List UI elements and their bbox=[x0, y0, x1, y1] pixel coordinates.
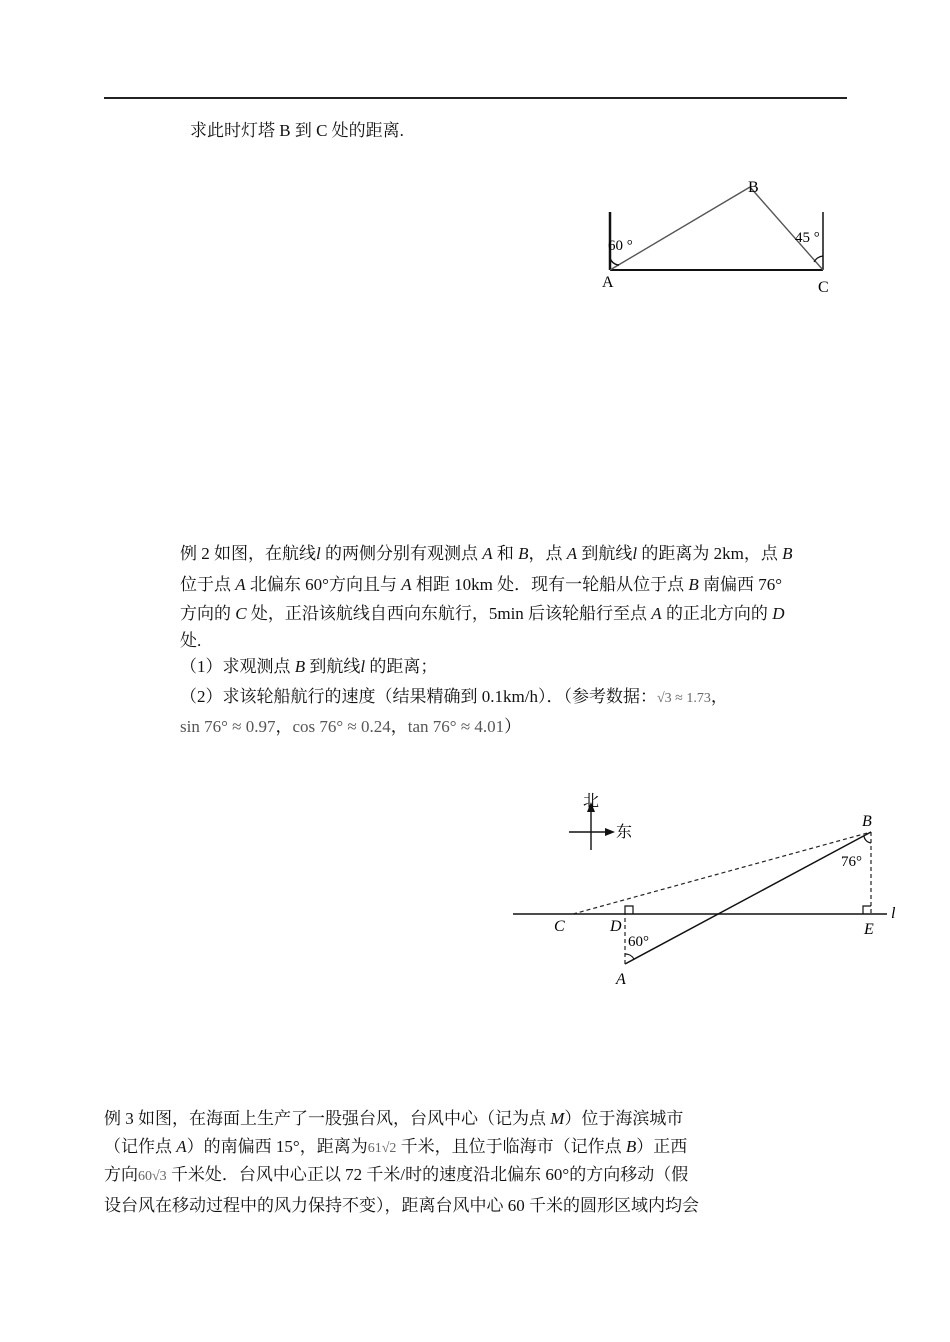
ex2-label-a: A bbox=[616, 971, 626, 988]
ex1-label-c: C bbox=[818, 279, 829, 296]
ex2-label-c: C bbox=[554, 918, 565, 935]
ex1-angle-c-label: 45 ° bbox=[795, 230, 820, 246]
header-rule bbox=[104, 97, 847, 99]
angle-a-arc bbox=[625, 954, 634, 959]
ex2-figure bbox=[505, 788, 910, 993]
ex2-line-3: 方向的 C 处，正沿该航线自西向东航行，5min 后该轮船行至点 A 的正北方向的 D bbox=[180, 604, 785, 623]
ex1-side-ab bbox=[610, 187, 750, 270]
ex3-line-1: 例 3 如图，在海面上生产了一股强台风，台风中心（记为点 M）位于海滨城市 bbox=[104, 1109, 684, 1128]
ex1-figure bbox=[590, 170, 840, 300]
ex2-angle-b: 76° bbox=[841, 854, 862, 870]
ex2-question-2: （2）求该轮船航行的速度（结果精确到 0.1km/h）．（参考数据：√3 ≈ 1.73， bbox=[180, 687, 728, 706]
ex2-angle-a: 60° bbox=[628, 934, 649, 950]
ex1-question: 求此时灯塔 B 到 C 处的距离. bbox=[190, 121, 404, 140]
ex2-label-e: E bbox=[864, 921, 874, 938]
ex1-label-b: B bbox=[748, 179, 759, 196]
ex2-reference-data: sin 76° ≈ 0.97，cos 76° ≈ 0.24，tan 76° ≈ 4.01） bbox=[180, 717, 522, 736]
ex1-side-bc bbox=[750, 187, 823, 270]
arrow-right-icon bbox=[605, 828, 615, 836]
ex2-line-2: 位于点 A 北偏东 60°方向且与 A 相距 10km 处．现有一轮船从位于点 B 南偏西 76° bbox=[180, 575, 783, 594]
ex3-line-2: （记作点 A）的南偏西 15°，距离为61√2 千米，且位于临海市（记作点 B）正西 bbox=[104, 1137, 688, 1156]
ex3-line-4: 设台风在移动过程中的风力保持不变），距离台风中心 60 千米的圆形区域内均会 bbox=[104, 1196, 699, 1215]
right-angle-d bbox=[625, 906, 633, 914]
ex1-angle-a-arc bbox=[610, 258, 619, 265]
segment-ab bbox=[625, 832, 871, 964]
ex1-angle-a-label: 60 ° bbox=[608, 238, 633, 254]
ex2-label-d: D bbox=[610, 918, 622, 935]
ex2-line-1: 例 2 如图，在航线l 的两侧分别有观测点 A 和 B，点 A 到航线l 的距离为 2km，点 B bbox=[180, 544, 793, 563]
ex2-line-4: 处. bbox=[180, 631, 202, 650]
right-angle-e bbox=[863, 906, 871, 914]
ex2-label-l: l bbox=[891, 905, 896, 922]
ex2-label-b: B bbox=[862, 813, 872, 830]
ex1-label-a: A bbox=[602, 274, 614, 291]
compass-north-label: 北 bbox=[583, 793, 600, 810]
ex3-line-3: 方向60√3 千米处．台风中心正以 72 千米/时的速度沿北偏东 60°的方向移动（假 bbox=[104, 1165, 689, 1184]
angle-b-arc bbox=[864, 836, 871, 843]
compass-east-label: 东 bbox=[616, 824, 633, 841]
ex2-question-1: （1）求观测点 B 到航线l 的距离； bbox=[180, 657, 438, 676]
segment-cb-dashed bbox=[573, 832, 871, 914]
